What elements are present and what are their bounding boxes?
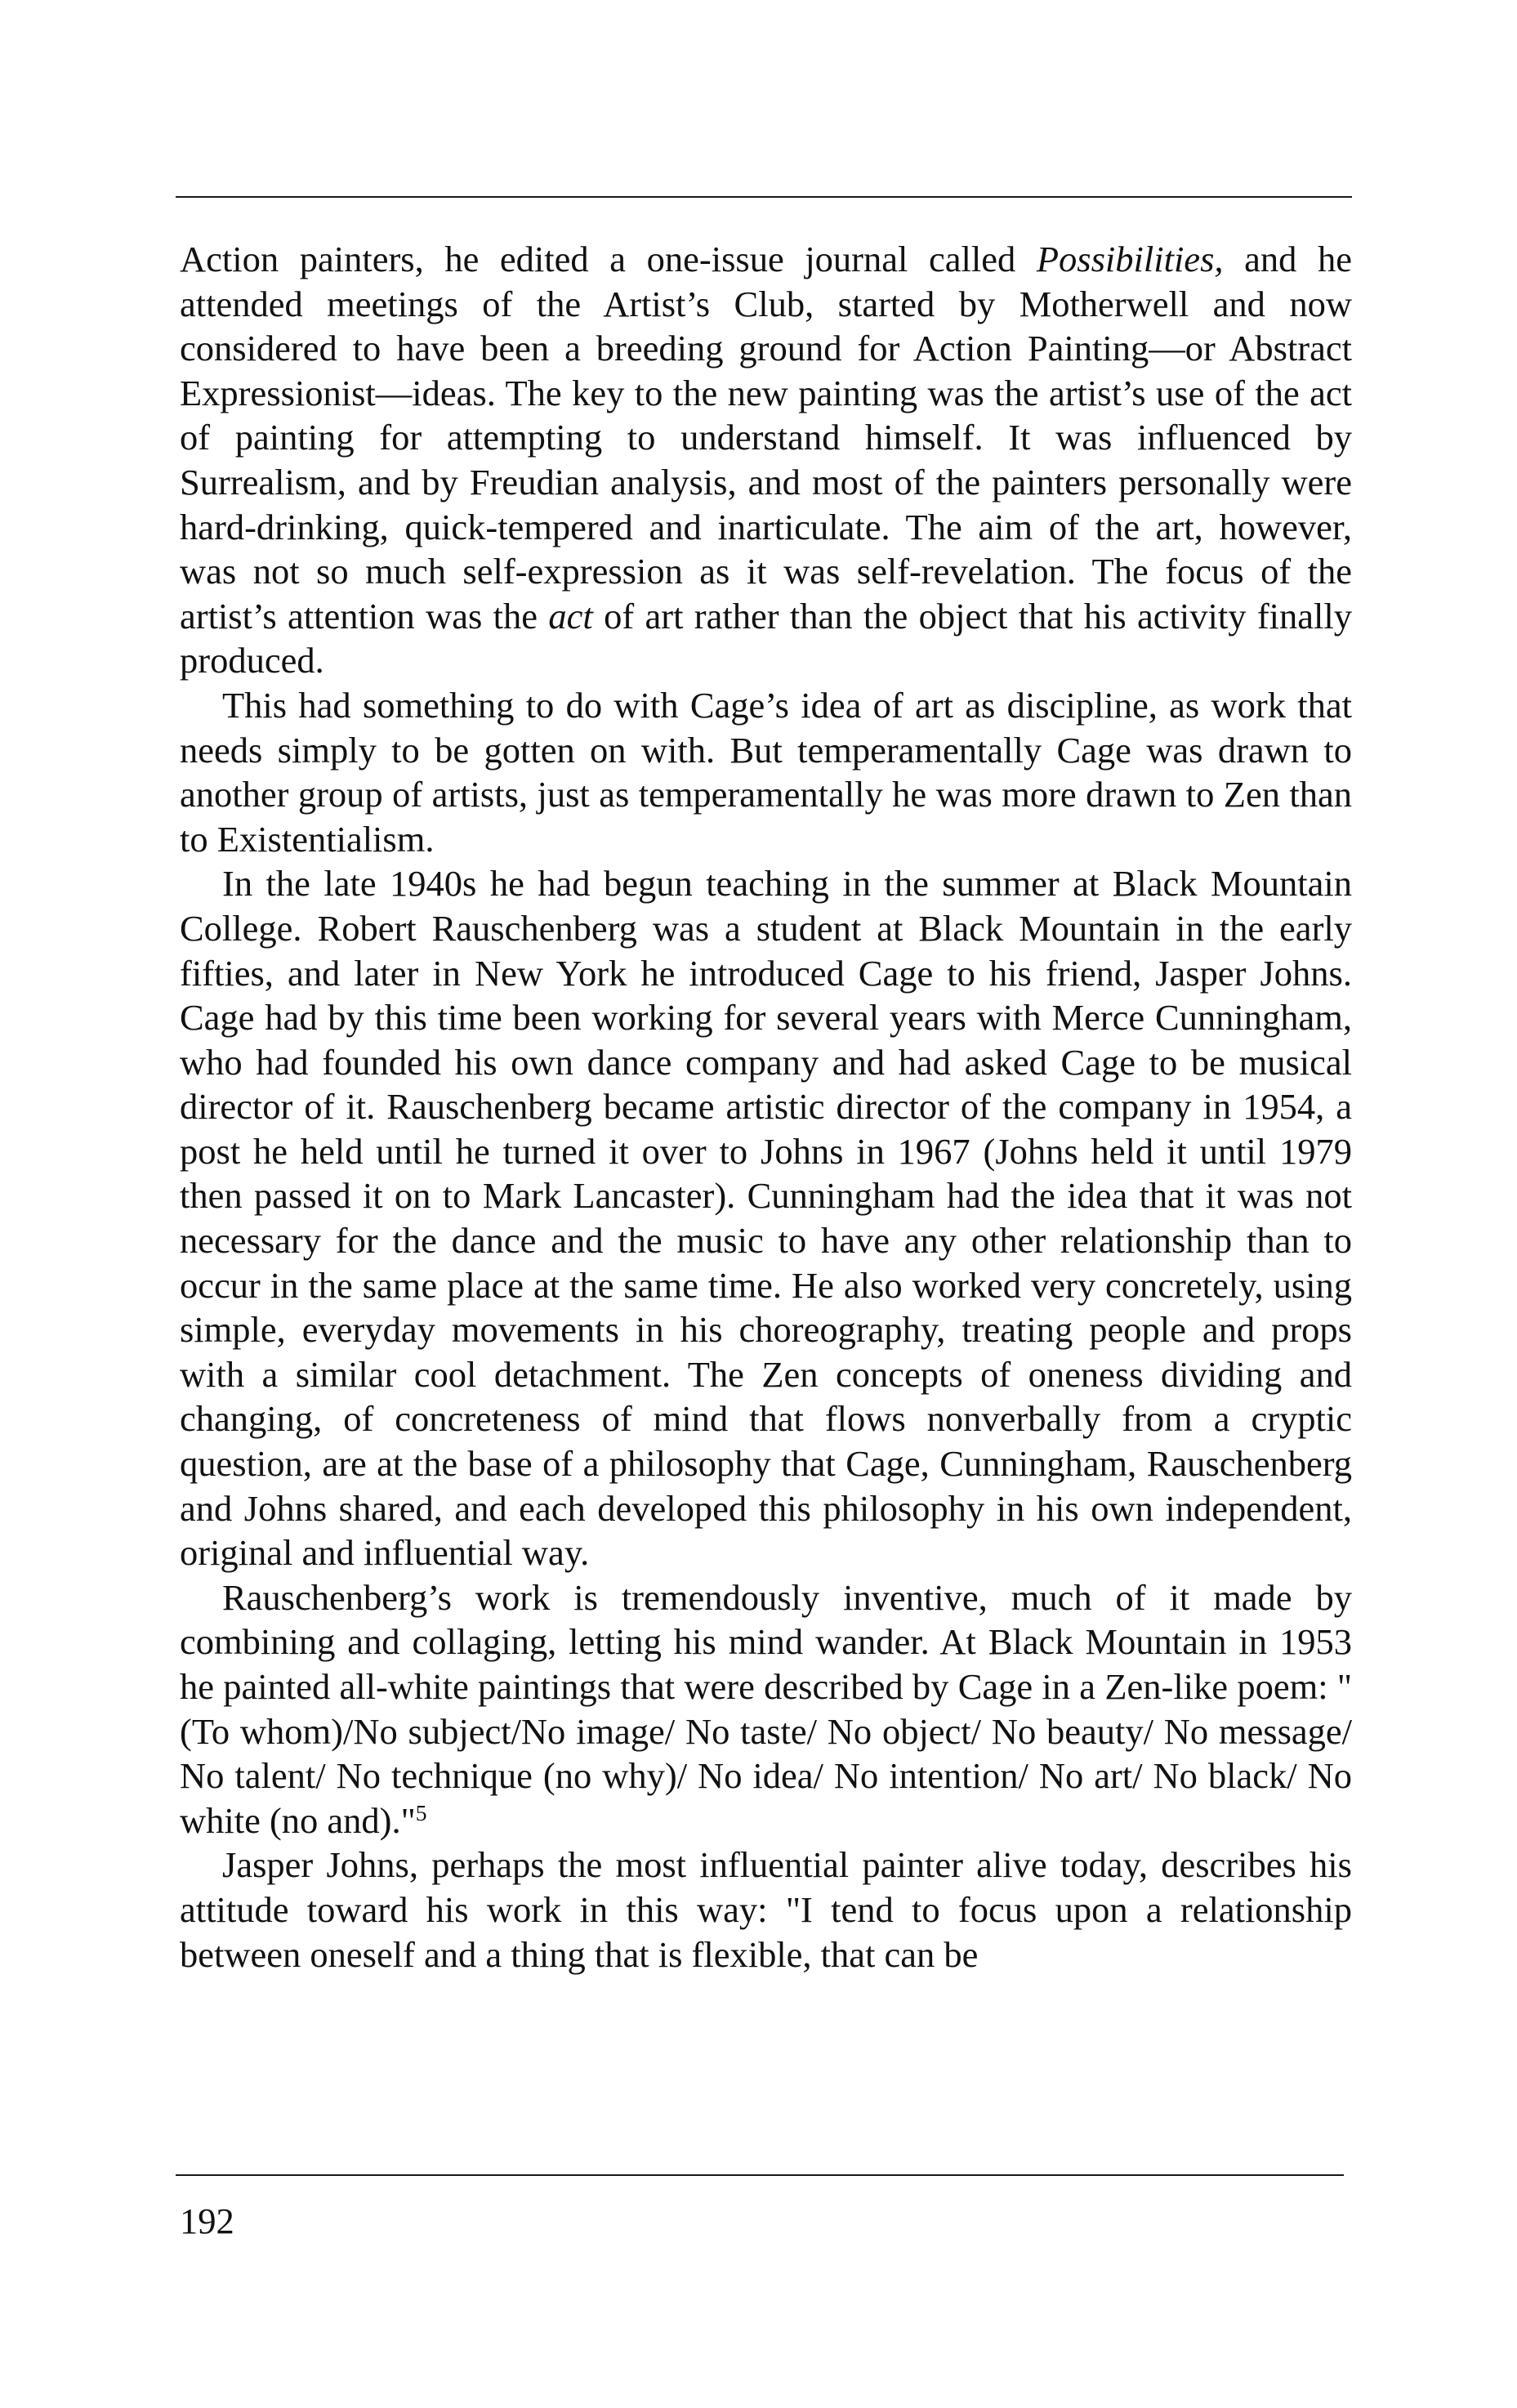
paragraph-black-mountain: In the late 1940s he had begun teaching in the summer at Black Mountain College. Robert Rauschenberg was a student at Black Mountain in the early fifties, and later in New York he introduced Cage to his friend, Jasper Johns. Cage had by this time been working for several years with Merce Cunningham, who had founded his own dance company and had asked Cage to be musical director of it. Rauschenberg became artistic director of the company in 1954, a post he held until he turned it over to Johns in 1967 (Johns held it until 1979 then passed it on to Mark Lancaster). Cunningham had the idea that it was not necessary for the dance and the music to have any other relationship than to occur in the same place at the same time. He also worked very concretely, using simple, everyday movements in his choreography, treating people and props with a similar cool detachment. The Zen concepts of oneness dividing and changing, of concreteness of mind that flows nonverbally from a cryptic question, are at the base of a philosophy that Cage, Cunningham, Rauschenberg and Johns shared, and each developed this philosophy in his own independent, original and influential way. bbox=[180, 863, 1352, 1574]
paragraph-rauschenberg bbox=[180, 1575, 1352, 1843]
text-run: Rauschenberg’s work is tremendously inventive, much of it made by combining and collaging, letting his mind wander. At Black Mountain in 1953 he painted all-white paintings that were described by Cage in a Zen-like poem: "(To whom)/No subject/No image/ No taste/ No object/ No beauty/ No message/ No talent/ No technique (no why)/ No idea/ No intention/ No art/ No black/ No white (no and)." bbox=[180, 1576, 1352, 1841]
text-run: Action painters, he edited a one-issue journal called bbox=[180, 239, 1037, 279]
paragraph-jasper-johns: Jasper Johns, perhaps the most influential painter alive today, describes his attitude toward his work in this way: "I tend to focus upon a relationship between oneself and a thing that is flexible, that can be bbox=[180, 1844, 1352, 1975]
text-run: and he attended meetings of the Artist’s Club, started by Motherwell and now considered to have been a breeding ground for Action Painting—or Abstract Expressionist—ideas. The key to the new painting was the artist’s use of the act of painting for attempting to understand himself. It was influenced by Surrealism, and by Freudian analysis, and most of the painters personally were hard-drinking, quick-tempered and inarticulate. The aim of the art, however, was not so much self-expression as it was self-revelation. The focus of the artist’s attention was the bbox=[180, 239, 1352, 637]
paragraph-action-painting bbox=[180, 237, 1352, 683]
text-run: of art rather than the object that his activity finally produced. bbox=[180, 595, 1353, 681]
footer-rule bbox=[176, 2174, 1344, 2176]
page-number: 192 bbox=[180, 2200, 234, 2241]
emphasis-act: act bbox=[548, 595, 593, 637]
footnote-marker: 5 bbox=[415, 1799, 427, 1825]
journal-title: Possibilities, bbox=[1036, 239, 1224, 279]
paragraph-discipline: This had something to do with Cage’s idea of art as discipline, as work that needs simply to be gotten on with. But temperamentally Cage was drawn to another group of artists, just as temperamentally he was more drawn to Zen than to Existentialism. bbox=[180, 684, 1352, 860]
header-rule bbox=[176, 196, 1352, 198]
body-text bbox=[180, 237, 1352, 1977]
